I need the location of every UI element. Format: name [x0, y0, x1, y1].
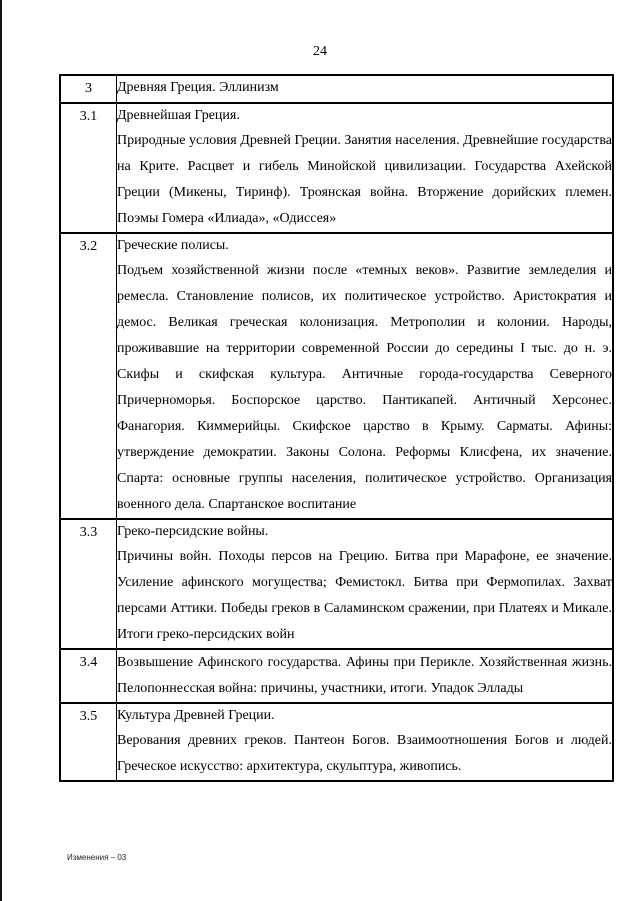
section-title: Древняя Греция. Эллинизм [117, 80, 279, 95]
section-number: 3.5 [60, 703, 117, 781]
section-title: Культура Древней Греции. [117, 708, 275, 723]
section-number: 3 [60, 75, 117, 103]
section-number: 3.2 [60, 233, 117, 519]
section-content [117, 649, 614, 703]
section-title: Греческие полисы. [117, 238, 229, 253]
table-row [60, 75, 613, 103]
section-number: 3.3 [60, 519, 117, 649]
page-number: 24 [313, 44, 327, 59]
section-body: Подъем хозяйственной жизни после «темных веков». Развитие земледелия и ремесла. Становление полисов, их политическое устройство. Аристократия и демос. Великая греческая колонизация. Метрополии и колонии. Народы, проживавшие на территории современной России до середины I тыс. до н. э. Скифы и скифская культура. Античные города-государства Северного Причерноморья. Боспорское царство. Пантикапей. Античный Херсонес. Фанагория. Киммерийцы. Скифское царство в Крыму. Сарматы. Афины: утверждение демократии. Законы Солона. Реформы Клисфена, их значение. Спарта: основные группы населения, политическое устройство. Организация военного дела. Спартанское воспитание [117, 263, 612, 512]
section-content [117, 703, 614, 781]
scan-edge [0, 0, 2, 901]
section-body: Природные условия Древней Греции. Занятия населения. Древнейшие государства на Крите. Расцвет и гибель Минойской цивилизации. Государства Ахейской Греции (Микены, Тиринф). Троянская война. Вторжение дорийских племен. Поэмы Гомера «Илиада», «Одиссея» [117, 133, 612, 226]
section-body: Верования древних греков. Пантеон Богов. Взаимоотношения Богов и людей. Греческое искусство: архитектура, скульптура, живопись. [117, 733, 612, 774]
table-row [60, 703, 613, 781]
table-row [60, 103, 613, 233]
section-body: Возвышение Афинского государства. Афины при Перикле. Хозяйственная жизнь. Пелопоннесская война: причины, участники, итоги. Упадок Эллады [117, 655, 612, 696]
table-row [60, 649, 613, 703]
revision-footer: Изменения – 03 [67, 853, 127, 862]
table-row [60, 233, 613, 519]
section-content [117, 103, 614, 233]
section-number: 3.1 [60, 103, 117, 233]
section-number: 3.4 [60, 649, 117, 703]
section-content [117, 519, 614, 649]
section-body: Причины войн. Походы персов на Грецию. Битва при Марафоне, ее значение. Усиление афинского могущества; Фемистокл. Битва при Фермопилах. Захват персами Аттики. Победы греков в Саламинском сражении, при Платеях и Микале. Итоги греко-персидских войн [117, 549, 612, 642]
section-title: Греко-персидские войны. [117, 524, 269, 539]
section-content [117, 233, 614, 519]
syllabus-table [59, 74, 614, 782]
table-row [60, 519, 613, 649]
section-content [117, 75, 614, 103]
section-title: Древнейшая Греция. [117, 108, 240, 123]
